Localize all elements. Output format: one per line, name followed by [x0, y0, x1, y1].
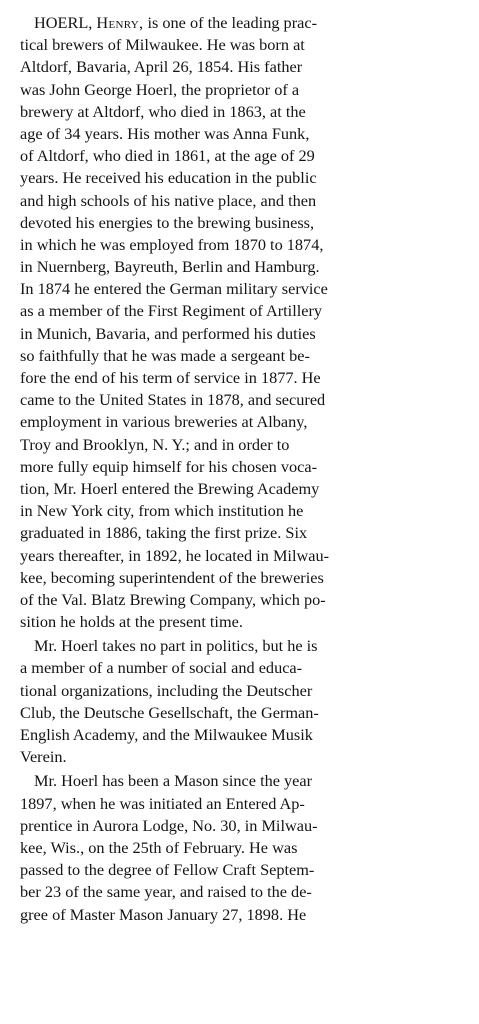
paragraph-2-line-5: English Academy, and the Milwaukee Musik	[20, 725, 313, 744]
paragraph-1-line-21: more fully equip himself for his chosen voca-	[20, 456, 318, 476]
paragraph-1-line-6: age of 34 years. His mother was Anna Funk,	[20, 123, 310, 143]
paragraph-3-line-6: ber 23 of the same year, and raised to the de-	[20, 882, 312, 902]
paragraph-1-line-18: came to the United States in 1878, and secured	[20, 390, 326, 410]
surname: HOERL,	[34, 13, 93, 32]
paragraph-1-line-15: in Munich, Bavaria, and performed his duties	[20, 323, 316, 343]
paragraph-3-line-1: Mr. Hoerl has been a Mason since the year	[34, 771, 313, 791]
paragraph-1-line-12: in Nuernberg, Bayreuth, Berlin and Hamburg.	[20, 257, 320, 277]
paragraph-1-line-10: devoted his energies to the brewing business,	[20, 212, 315, 232]
paragraph-1-line-20: Troy and Brooklyn, N. Y.; and in order to	[20, 434, 290, 454]
line-text: is one of the leading prac-	[143, 13, 317, 32]
paragraph-1-line-16: so faithfully that he was made a sergeant be-	[20, 345, 310, 365]
paragraph-1-line-1	[20, 12, 459, 34]
paragraph-1-line-2: tical brewers of Milwaukee. He was born at	[20, 35, 305, 55]
paragraph-biography	[20, 12, 459, 633]
paragraph-3-line-2: 1897, when he was initiated an Entered Ap-	[20, 793, 305, 813]
paragraph-3-line-3: prentice in Aurora Lodge, No. 30, in Milwau-	[20, 815, 318, 835]
paragraph-1-line-3: Altdorf, Bavaria, April 26, 1854. His father	[20, 57, 303, 77]
paragraph-organizations	[20, 635, 459, 768]
paragraph-1-line-11: in which he was employed from 1870 to 1874,	[20, 234, 324, 254]
paragraph-1-line-22: tion, Mr. Hoerl entered the Brewing Academy	[20, 478, 320, 498]
paragraph-1-line-13: In 1874 he entered the German military service	[20, 279, 328, 299]
paragraph-2-line-1: Mr. Hoerl takes no part in politics, but he is	[34, 636, 318, 656]
paragraph-1-line-14: as a member of the First Regiment of Artillery	[20, 301, 323, 321]
paragraph-2-line-4: Club, the Deutsche Gesellschaft, the German-	[20, 702, 319, 722]
paragraph-masonic-record	[20, 770, 459, 925]
paragraph-1-line-7: of Altdorf, who died in 1861, at the age of 29	[20, 146, 315, 166]
paragraph-3-line-4: kee, Wis., on the 25th of February. He was	[20, 837, 298, 857]
paragraph-1-line-5: brewery at Altdorf, who died in 1863, at the	[20, 101, 306, 121]
paragraph-1-line-8: years. He received his education in the public	[20, 168, 317, 188]
paragraph-3-line-5: passed to the degree of Fellow Craft Septem-	[20, 860, 315, 880]
paragraph-1-line-17: fore the end of his term of service in 1877. He	[20, 368, 321, 387]
paragraph-1-line-26: kee, becoming superintendent of the breweries	[20, 567, 324, 587]
paragraph-1-line-27: of the Val. Blatz Brewing Company, which po-	[20, 589, 326, 609]
paragraph-1-line-9: and high schools of his native place, and then	[20, 190, 317, 210]
paragraph-1-line-4: was John George Hoerl, the proprietor of a	[20, 79, 300, 99]
paragraph-3-line-7: gree of Master Mason January 27, 1898. He	[20, 904, 307, 924]
given-name: Henry,	[96, 13, 144, 32]
paragraph-1-line-25: years thereafter, in 1892, he located in Milwau-	[20, 545, 330, 565]
paragraph-2-line-6: Verein.	[20, 747, 67, 767]
paragraph-2-line-2: a member of a number of social and educa-	[20, 658, 303, 678]
paragraph-1-line-28: sition he holds at the present time.	[20, 612, 243, 632]
paragraph-1-line-19: employment in various breweries at Albany,	[20, 412, 308, 432]
paragraph-2-line-3: tional organizations, including the Deutscher	[20, 680, 313, 700]
paragraph-1-line-23: in New York city, from which institution he	[20, 501, 304, 521]
paragraph-1-line-24: graduated in 1886, taking the first prize. Six	[20, 523, 308, 543]
